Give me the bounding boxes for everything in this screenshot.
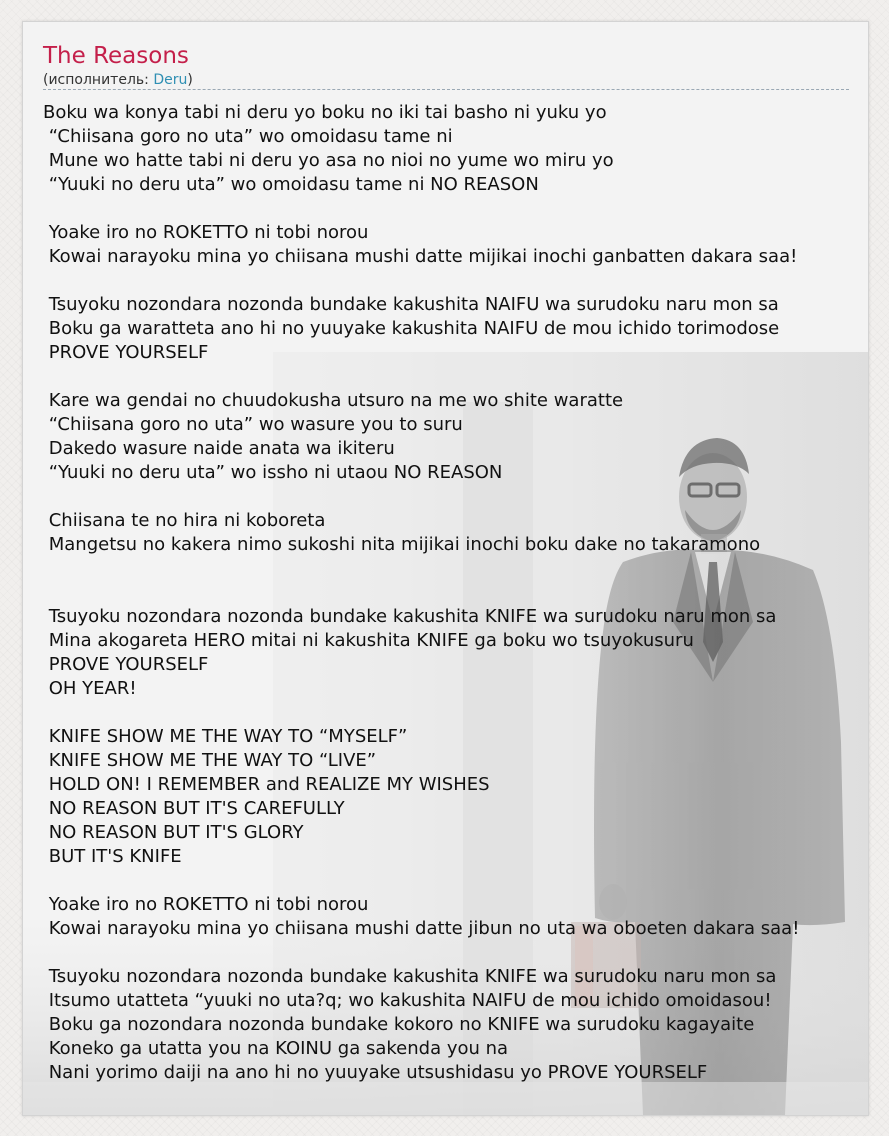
lyric-line: KNIFE SHOW ME THE WAY TO “MYSELF” <box>43 726 408 747</box>
header-divider <box>43 89 849 90</box>
lyric-line: “Yuuki no deru uta” wo omoidasu tame ni NO REASON <box>43 174 539 195</box>
lyric-line: Yoake iro no ROKETTO ni tobi norou <box>43 222 369 243</box>
blank-line <box>43 557 868 581</box>
lyric-line: “Chiisana goro no uta” wo omoidasu tame ni <box>43 126 453 147</box>
lyric-line: OH YEAR! <box>43 678 137 699</box>
lyric-line: Kowai narayoku mina yo chiisana mushi datte jibun no uta wa oboeten dakara saa! <box>43 918 800 939</box>
lyric-line: Yoake iro no ROKETTO ni tobi norou <box>43 894 369 915</box>
lyric-line: Chiisana te no hira ni koboreta <box>43 510 326 531</box>
lyric-line: “Yuuki no deru uta” wo issho ni utaou NO REASON <box>43 462 503 483</box>
blank-line <box>43 581 868 605</box>
blank-line <box>43 197 868 221</box>
lyric-line: BUT IT'S KNIFE <box>43 846 182 867</box>
lyric-line: Itsumo utatteta “yuuki no uta?q; wo kakushita NAIFU de mou ichido omoidasou! <box>43 990 772 1011</box>
lyric-line: Dakedo wasure naide anata wa ikiteru <box>43 438 395 459</box>
blank-line <box>43 269 868 293</box>
lyrics-card <box>22 21 869 1116</box>
lyric-line: NO REASON BUT IT'S GLORY <box>43 822 304 843</box>
song-artist-line <box>43 71 868 89</box>
lyric-line: Nani yorimo daiji na ano hi no yuuyake utsushidasu yo PROVE YOURSELF <box>43 1062 708 1083</box>
blank-line <box>43 941 868 965</box>
artist-link[interactable]: Deru <box>153 72 188 88</box>
lyric-line: KNIFE SHOW ME THE WAY TO “LIVE” <box>43 750 377 771</box>
lyric-line: NO REASON BUT IT'S CAREFULLY <box>43 798 345 819</box>
blank-line <box>43 869 868 893</box>
lyrics-content <box>43 41 868 1115</box>
lyric-line: Kowai narayoku mina yo chiisana mushi datte mijikai inochi ganbatten dakara saa! <box>43 246 798 267</box>
song-title: The Reasons <box>43 43 189 69</box>
blank-line <box>43 701 868 725</box>
lyric-line: Mangetsu no kakera nimo sukoshi nita mijikai inochi boku dake no takaramono <box>43 534 761 555</box>
lyric-line: Mina akogareta HERO mitai ni kakushita KNIFE ga boku wo tsuyokusuru <box>43 630 694 651</box>
artist-prefix: (исполнитель: <box>43 72 154 88</box>
lyrics-text <box>43 101 868 1085</box>
lyric-line: “Chiisana goro no uta” wo wasure you to suru <box>43 414 463 435</box>
artist-suffix: ) <box>187 72 193 88</box>
lyric-line: Boku ga waratteta ano hi no yuuyake kakushita NAIFU de mou ichido torimodose <box>43 318 780 339</box>
blank-line <box>43 365 868 389</box>
lyric-line: Boku wa konya tabi ni deru yo boku no iki tai basho ni yuku yo <box>43 102 607 123</box>
lyric-line: Mune wo hatte tabi ni deru yo asa no nioi no yume wo miru yo <box>43 150 614 171</box>
lyric-line: Tsuyoku nozondara nozonda bundake kakushita KNIFE wa surudoku naru mon sa <box>43 606 777 627</box>
lyric-line: Tsuyoku nozondara nozonda bundake kakushita NAIFU wa surudoku naru mon sa <box>43 294 779 315</box>
lyric-line: Tsuyoku nozondara nozonda bundake kakushita KNIFE wa surudoku naru mon sa <box>43 966 777 987</box>
lyric-line: PROVE YOURSELF <box>43 654 209 675</box>
lyric-line: PROVE YOURSELF <box>43 342 209 363</box>
lyric-line: HOLD ON! I REMEMBER and REALIZE MY WISHES <box>43 774 490 795</box>
lyric-line: Koneko ga utatta you na KOINU ga sakenda you na <box>43 1038 509 1059</box>
blank-line <box>43 485 868 509</box>
lyric-line: Kare wa gendai no chuudokusha utsuro na me wo shite waratte <box>43 390 624 411</box>
lyric-line: Boku ga nozondara nozonda bundake kokoro no KNIFE wa surudoku kagayaite <box>43 1014 755 1035</box>
